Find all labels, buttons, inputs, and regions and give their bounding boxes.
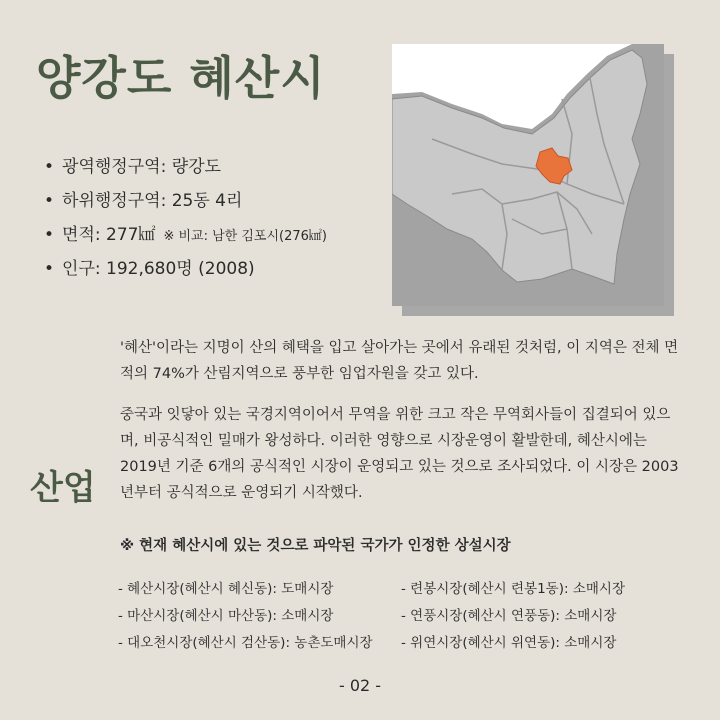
region-map bbox=[392, 44, 664, 306]
fact-province: • 광역행정구역: 량강도 bbox=[44, 150, 327, 184]
fact-area: • 면적: 277㎢ ※ 비교: 남한 김포시(276㎢) bbox=[44, 218, 327, 252]
markets-heading: ※ 현재 혜산시에 있는 것으로 파악된 국가가 인정한 상설시장 bbox=[120, 538, 511, 554]
fact-population: • 인구: 192,680명 (2008) bbox=[44, 252, 327, 286]
page-title: 양강도 혜산시 bbox=[36, 51, 326, 105]
market-item: - 연풍시장(혜산시 연풍동): 소매시장 bbox=[401, 608, 617, 624]
paragraph-1: '혜산'이라는 지명이 산의 혜택을 입고 살아가는 곳에서 유래된 것처럼, 이 지역은 전체 면적의 74%가 산림지역으로 풍부한 임업자원을 갖고 있다. bbox=[120, 340, 679, 382]
market-item: - 련봉시장(혜산시 련봉1동): 소매시장 bbox=[401, 581, 625, 597]
page-number: - 02 - bbox=[338, 676, 382, 695]
market-item: - 마산시장(혜산시 마산동): 소매시장 bbox=[118, 608, 334, 624]
fact-area-note: ※ 비교: 남한 김포시(276㎢) bbox=[163, 229, 328, 244]
section-label-industry: 산업 bbox=[30, 468, 96, 508]
facts-list bbox=[44, 150, 327, 286]
market-item: - 혜산시장(혜산시 혜신동): 도매시장 bbox=[118, 581, 334, 597]
map-svg bbox=[392, 44, 664, 306]
market-item: - 대오천시장(혜산시 검산동): 농촌도매시장 bbox=[118, 635, 373, 651]
paragraph-2: 중국과 잇닿아 있는 국경지역이어서 무역을 위한 크고 작은 무역회사들이 집결되어 있으며, 비공식적인 밀매가 왕성하다. 이러한 영향으로 시장운영이 활발한데, 혜산시에는 2019년 기준 6개의 공식적인 시장이 운영되고 있는 것으로 조사되었다. 이 시장은 2003년부터 공식적으로 운영되기 시작했다. bbox=[120, 407, 679, 501]
map-frame bbox=[392, 44, 664, 306]
fact-subdivision: • 하위행정구역: 25동 4리 bbox=[44, 184, 327, 218]
market-item: - 위연시장(혜산시 위연동): 소매시장 bbox=[401, 635, 617, 651]
